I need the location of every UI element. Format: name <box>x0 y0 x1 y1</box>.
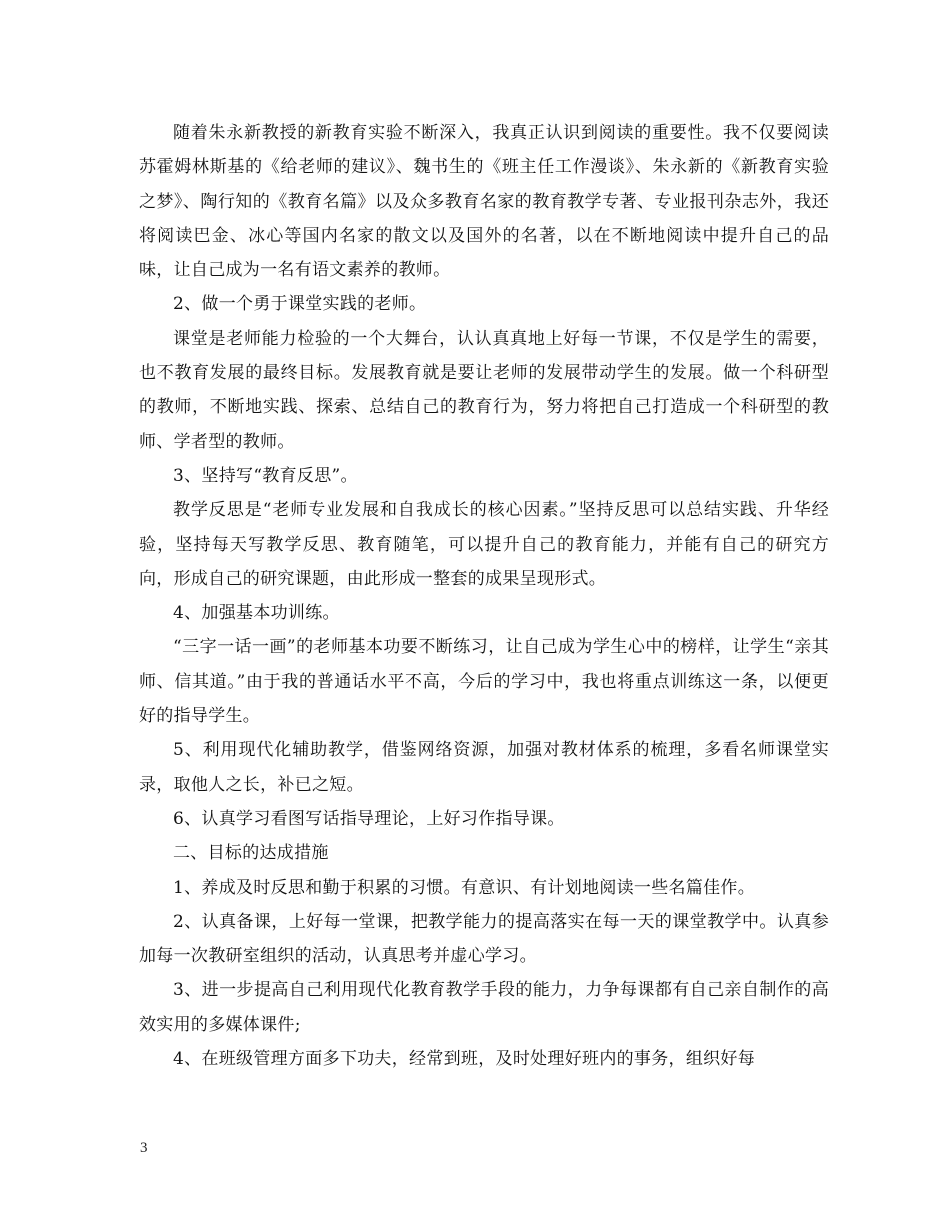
section-heading-measures: 二、目标的达成措施 <box>173 843 329 864</box>
item-picture-writing: 6、认真学习看图写话指导理论，上好习作指导课。 <box>173 808 565 829</box>
measure-multimedia: 3、进一步提高自己利用现代化教育教学手段的能力，力争每课都有自己亲自制作的高效实用的多媒体课件; <box>139 980 829 1035</box>
heading-classroom-practice: 2、做一个勇于课堂实践的老师。 <box>173 294 427 315</box>
paragraph-reading-plan: 随着朱永新教授的新教育实验不断深入，我真正认识到阅读的重要性。我不仅要阅读苏霍姆林斯基的《给老师的建议》、魏书生的《班主任工作漫谈》、朱永新的《新教育实验之梦》、陶行知的《教育名篇》以及众多教育名家的教育教学专著、专业报刊杂志外，我还将阅读巴金、冰心等国内名家的散文以及国外的名著，以在不断地阅读中提升自己的品味，让自己成为一名有语文素养的教师。 <box>139 123 829 281</box>
measure-lesson-prep: 2、认真备课，上好每一堂课，把教学能力的提高落实在每一天的课堂教学中。认真参加每一次教研室组织的活动，认真思考并虚心学习。 <box>139 911 829 967</box>
heading-basic-skills: 4、加强基本功训练。 <box>173 603 340 624</box>
paragraph-basic-skills: “三字一话一画”的老师基本功要不断练习，让自己成为学生心中的榜样，让学生“亲其师、信其道。”由于我的普通话水平不高，今后的学习中，我也将重点训练这一条，以便更好的指导学生。 <box>139 637 829 727</box>
item-modern-teaching: 5、利用现代化辅助教学，借鉴网络资源，加强对教材体系的梳理，多看名师课堂实录，取他人之长，补已之短。 <box>139 740 829 795</box>
paragraph-reflection: 教学反思是“老师专业发展和自我成长的核心因素。”坚持反思可以总结实践、升华经验，坚持每天写教学反思、教育随笔，可以提升自己的教育能力，并能有自己的研究方向，形成自己的研究课题，由此形成一整套的成果呈现形式。 <box>139 500 829 589</box>
heading-reflection: 3、坚持写“教育反思”。 <box>173 465 358 486</box>
page-number: 3 <box>140 1140 148 1156</box>
paragraph-classroom-practice: 课堂是老师能力检验的一个大舞台，认认真真地上好每一节课，不仅是学生的需要，也不教育发展的最终目标。发展教育就是要让老师的发展带动学生的发展。做一个科研型的教师，不断地实践、探索、总结自己的教育行为，努力将把自己打造成一个科研型的教师、学者型的教师。 <box>139 328 829 452</box>
document-body <box>139 116 829 1076</box>
measure-class-management: 4、在班级管理方面多下功夫，经常到班，及时处理好班内的事务，组织好每 <box>173 1049 756 1070</box>
measure-reflection-habit: 1、养成及时反思和勤于积累的习惯。有意识、有计划地阅读一些名篇佳作。 <box>173 877 756 898</box>
